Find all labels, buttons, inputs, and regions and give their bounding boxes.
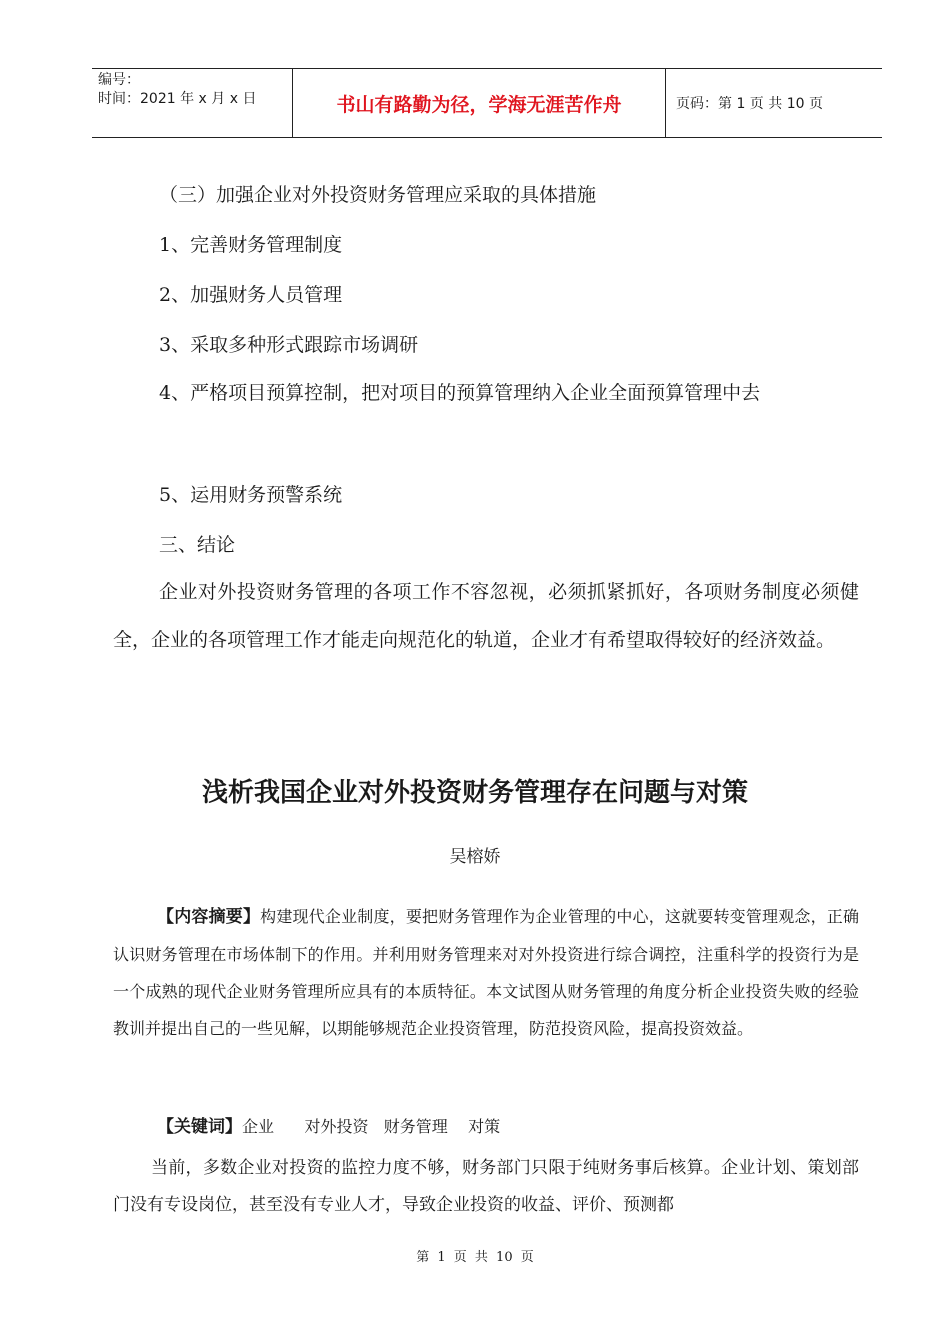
abstract-text: 构建现代企业制度，要把财务管理作为企业管理的中心，这就要转变管理观念，正确认识财务管理在市场体制下的作用。并利用财务管理来对对外投资进行综合调控，注重科学的投资行为是一个成熟的现代企业财务管理所应具有的本质特征。本文试图从财务管理的角度分析企业投资失败的经验教训并提出自己的一些见解，以期能够规范企业投资管理，防范投资风险，提高投资效益。 (113, 907, 859, 1038)
measure-item-3: 3、采取多种形式跟踪市场调研 (159, 334, 419, 356)
keywords-line (157, 1112, 500, 1137)
measure-item-4: 4、严格项目预算控制，把对项目的预算管理纳入企业全面预算管理中去 (159, 382, 761, 404)
section-heading: （三）加强企业对外投资财务管理应采取的具体措施 (159, 184, 597, 206)
header-meta-cell (92, 69, 293, 137)
conclusion-paragraph: 企业对外投资财务管理的各项工作不容忽视，必须抓紧抓好，各项财务制度必须健全，企业的各项管理工作才能走向规范化的轨道，企业才有希望取得较好的经济效益。 (113, 581, 859, 651)
document-header (92, 68, 882, 138)
header-motto: 书山有路勤为径，学海无涯苦作舟 (293, 69, 666, 137)
conclusion-heading: 三、结论 (159, 534, 236, 556)
article-title: 浅析我国企业对外投资财务管理存在问题与对策 (201, 778, 748, 808)
page-footer: 第 1 页 共 10 页 (416, 1250, 534, 1265)
keywords-text: 企业 对外投资 财务管理 对策 (242, 1117, 501, 1136)
document-time-label: 时间：2021 年 x 月 x 日 (98, 91, 257, 107)
measure-item-2: 2、加强财务人员管理 (159, 284, 343, 306)
header-page-info: 页码：第 1 页 共 10 页 (676, 96, 823, 112)
keywords-label: 【关键词】 (157, 1117, 242, 1137)
article-author: 吴榕娇 (449, 847, 501, 867)
abstract-label: 【内容摘要】 (157, 907, 261, 927)
measure-item-5: 5、运用财务预警系统 (159, 484, 343, 506)
measure-item-1: 1、完善财务管理制度 (159, 234, 343, 256)
body-paragraph: 当前，多数企业对投资的监控力度不够，财务部门只限于纯财务事后核算。企业计划、策划部门没有专设岗位，甚至没有专业人才，导致企业投资的收益、评价、预测都 (113, 1158, 859, 1215)
document-number-label: 编号： (98, 72, 140, 88)
abstract-paragraph (113, 898, 859, 1047)
